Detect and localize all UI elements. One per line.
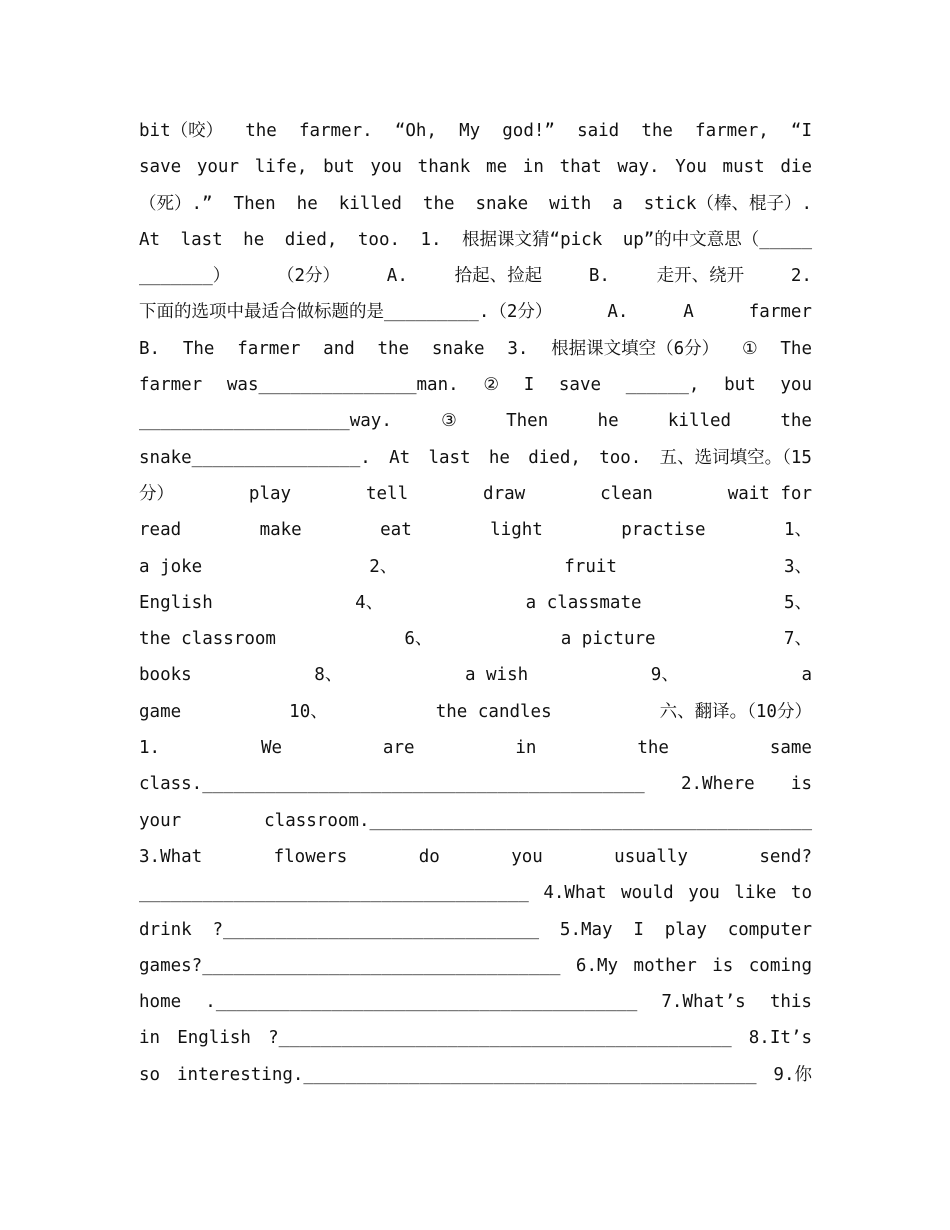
text-segment: 4.What [543,883,607,904]
text-line [139,984,812,1020]
text-segment: farmer [237,338,301,359]
text-line [139,149,812,185]
text-segment: You [675,157,707,178]
text-segment: killed [338,193,402,214]
text-segment: would [621,883,674,904]
text-segment: 3.What [139,846,203,867]
text-segment: 9.你 [773,1064,812,1085]
text-segment: last [428,447,471,468]
text-segment: the [377,338,410,359]
text-segment: but [724,375,756,396]
text-segment: ① [741,338,758,359]
text-segment: The [780,338,812,359]
text-segment: clean [600,483,653,504]
text-segment: your [196,157,239,178]
text-line [139,113,812,149]
text-line [139,403,812,439]
text-segment: save [139,157,182,178]
text-segment: a [612,193,623,214]
text-line [139,766,812,802]
text-segment: in [522,157,544,178]
text-segment: farmer [748,302,812,323]
text-segment: light [490,520,543,541]
text-segment: killed [667,411,732,432]
text-segment: 五、选词填空。（15 [659,447,812,468]
text-segment: ____________________way. [139,411,392,432]
text-segment: in [139,1028,161,1049]
text-segment: a wish [464,665,529,686]
text-segment: the [780,411,812,432]
text-segment: class.__________________________________________ [139,774,645,795]
text-segment: is [712,955,734,976]
text-segment: mother [633,955,697,976]
text-segment: B. [588,266,610,287]
text-line [139,186,812,222]
text-segment: way. [617,157,660,178]
text-segment: .________________________________________ [205,992,638,1013]
text-segment: 1. [420,229,442,250]
text-line [139,839,812,875]
text-segment: the [637,738,669,759]
text-line [139,694,812,730]
text-segment: 2.Where [680,774,755,795]
text-segment: a joke [139,556,203,577]
text-segment: ?___________________________________________ [268,1028,732,1049]
text-segment: （2分） [277,266,341,287]
text-segment: stick（棒、棍子）. [643,193,812,214]
text-line [139,585,812,621]
text-segment: too. [357,229,401,250]
text-segment: do [418,846,440,867]
text-segment: _______） [139,266,231,287]
text-segment: 走开、绕开 [656,266,745,287]
text-segment: 8、 [314,665,343,686]
text-segment: 6.My [575,955,619,976]
text-segment: computer [727,919,812,940]
text-segment: 拾起、捡起 [454,266,543,287]
text-segment: up”的中文意思（_____ [622,229,812,250]
text-segment: thank [417,157,471,178]
text-segment: At [389,447,411,468]
text-segment: 9、 [650,665,679,686]
text-segment: was_______________man. [226,375,459,396]
text-line [139,948,812,984]
text-segment: ③ [441,411,457,432]
text-segment: in [515,738,537,759]
text-segment: 10、 [289,701,328,722]
text-segment: drink [139,919,192,940]
text-segment: 1. [139,738,161,759]
text-segment: same [769,738,812,759]
text-segment: farmer, [695,121,769,141]
text-segment: this [769,992,812,1013]
text-segment: that [559,157,602,178]
text-segment: Then [506,411,549,432]
text-segment: he [488,447,510,468]
text-segment: with [549,193,592,214]
text-segment: snake________________. [139,447,371,468]
text-segment: flowers [273,846,348,867]
text-line [139,222,812,258]
text-segment: I [523,375,535,396]
text-segment: 六、翻译。（10分） [659,701,812,722]
worksheet-page [139,113,812,1093]
text-segment: _____________________________________ [139,883,529,904]
text-line [139,912,812,948]
text-segment: ② [483,375,500,396]
text-line [139,730,812,766]
text-segment: died, [528,447,581,468]
text-segment: eat [380,520,412,541]
text-segment: play [664,919,707,940]
text-segment: （死）.” [139,193,213,214]
text-segment: a [801,665,812,686]
text-segment: “Oh, [394,121,437,141]
text-segment: books [139,665,192,686]
text-segment: draw [483,483,526,504]
text-segment: tell [365,483,409,504]
text-segment: and [323,338,355,359]
text-segment: so [139,1064,161,1085]
text-line [139,440,812,476]
text-segment: 3. [507,338,529,359]
text-line [139,657,812,693]
text-segment: usually [614,846,688,867]
text-segment: 4、 [355,592,384,613]
text-segment: practise [621,520,706,541]
text-segment: you [688,883,720,904]
text-line [139,331,812,367]
text-segment: you [511,846,543,867]
text-segment: but [323,157,355,178]
text-segment: your [139,810,182,831]
text-segment: ______, [625,375,700,396]
text-segment: he [296,193,318,214]
text-line [139,875,812,911]
text-segment: game [139,701,182,722]
text-line [139,294,812,330]
text-segment: 1、 [783,520,812,541]
text-segment: 5.May [559,919,613,940]
text-segment: English [139,592,213,613]
text-segment: a classmate [525,592,642,613]
text-segment: play [248,483,292,504]
text-segment: me [486,157,508,178]
text-segment: ?______________________________ [212,919,540,940]
text-segment: coming [748,955,812,976]
text-line [139,549,812,585]
text-segment: 根据课文填空（6分） [551,338,720,359]
text-segment: the [245,121,277,141]
text-segment: too. [599,447,642,468]
text-line [139,1020,812,1056]
text-segment: 分） [139,483,174,504]
text-segment: you [370,157,402,178]
text-segment: wait for [727,483,812,504]
text-segment: 7.What’s [661,992,746,1013]
text-segment: 2、 [369,556,398,577]
text-segment: 根据课文猜“pick [462,229,603,250]
text-segment: My [459,121,481,141]
text-segment: bit（咬） [139,121,224,141]
text-line [139,367,812,403]
text-segment: classroom.__________________________________________ [264,810,812,831]
text-segment: “I [790,121,812,141]
text-segment: A. [607,302,629,323]
text-segment: last [180,229,223,250]
text-line [139,258,812,294]
text-line [139,512,812,548]
text-segment: he [597,411,619,432]
text-segment: B. [139,338,161,359]
text-segment: 5、 [783,592,812,613]
text-segment: Then [233,193,276,214]
text-segment: must [722,157,765,178]
text-segment: send? [759,846,812,867]
text-segment: make [259,520,302,541]
text-segment: interesting.___________________________________________ [177,1064,757,1085]
text-segment: At [139,229,161,250]
text-segment: A [683,302,694,323]
text-segment: fruit [564,556,617,577]
text-segment: We [260,738,283,759]
text-segment: 2. [790,266,812,287]
text-segment: god!” [502,121,555,141]
text-segment: farmer. [298,121,373,141]
text-segment: snake [431,338,485,359]
text-segment: the [641,121,673,141]
text-segment: I [633,919,644,940]
text-segment: A. [386,266,408,287]
text-segment: said [577,121,620,141]
text-segment: like [734,883,777,904]
text-line [139,803,812,839]
text-segment: the [422,193,455,214]
text-segment: the candles [435,701,552,722]
text-segment: he [243,229,265,250]
text-segment: a picture [560,629,656,650]
text-segment: 6、 [404,629,433,650]
text-segment: 7、 [783,629,812,650]
text-segment: farmer [139,375,203,396]
text-segment: read [139,520,182,541]
text-segment: 下面的选项中最适合做标题的是_________.（2分） [139,302,553,323]
text-segment: life, [254,157,308,178]
text-segment: is [790,774,812,795]
text-segment: home [139,992,182,1013]
text-line [139,1057,812,1093]
text-line [139,621,812,657]
text-segment: to [790,883,812,904]
text-segment: you [780,375,812,396]
text-segment: the classroom [139,629,276,650]
text-segment: die [780,157,812,178]
text-segment: The [182,338,215,359]
text-line [139,476,812,512]
text-segment: English [177,1028,251,1049]
text-segment: games?__________________________________ [139,955,561,976]
text-segment: died, [284,229,338,250]
text-segment: are [382,738,415,759]
text-segment: snake [475,193,529,214]
text-segment: 8.It’s [748,1028,812,1049]
text-segment: 3、 [783,556,812,577]
text-segment: save [558,375,602,396]
